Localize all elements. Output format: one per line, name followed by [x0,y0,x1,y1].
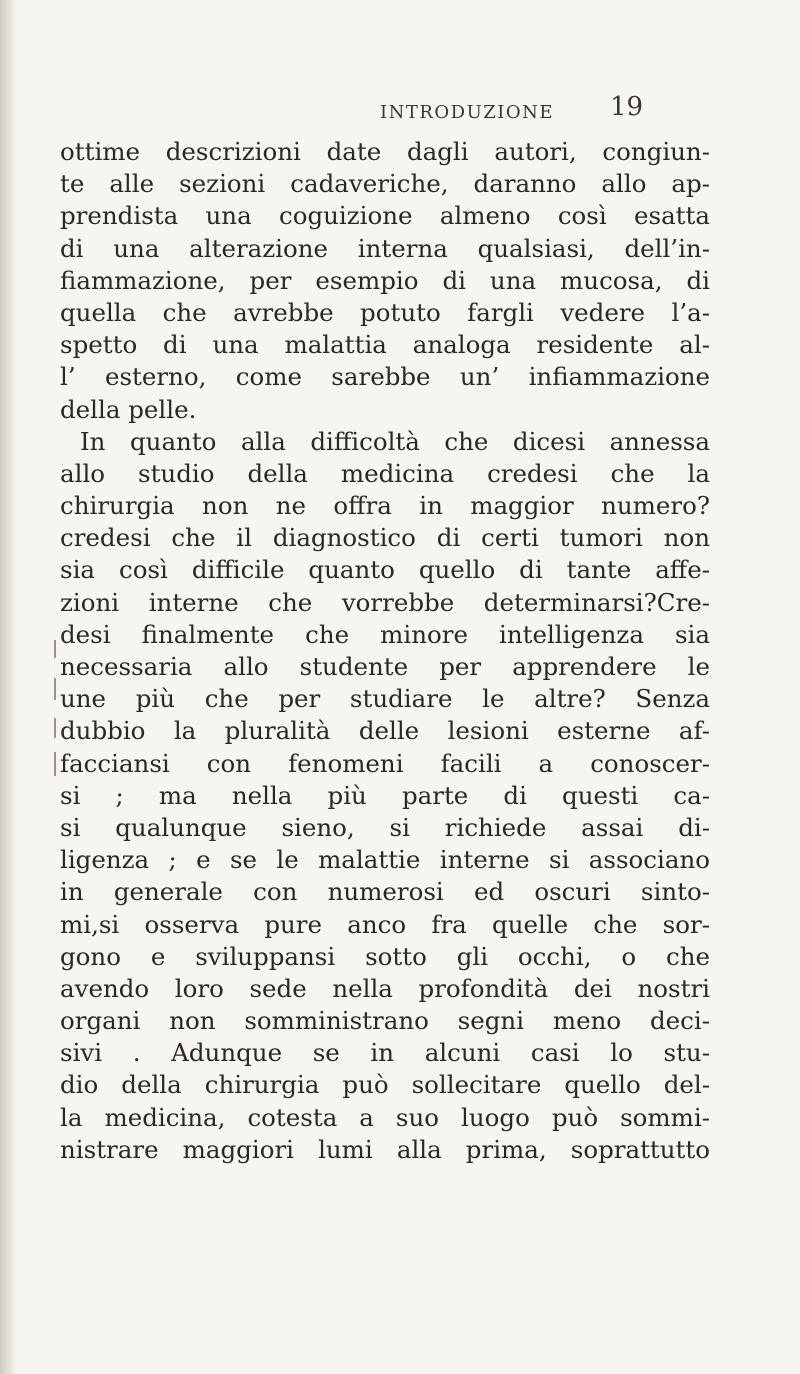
text-line: fiammazione, per esempio di una mucosa, di [60,265,710,295]
text-line: sia così difficile quanto quello di tante affe- [60,555,710,585]
text-line: organi non somministrano segni meno deci- [60,1006,710,1036]
text-line: ottime descrizioni date dagli autori, congiun- [60,137,710,166]
running-head: INTRODUZIONE [380,102,555,123]
text-line: la medicina, cotesta a suo luogo può sommi- [60,1102,710,1132]
text-line: prendista una coguizione almeno così esatta [60,201,710,231]
text-line: sivi . Adunque se in alcuni casi lo stu- [60,1038,710,1068]
text-line: mi,si osserva pure anco fra quelle che sor- [60,909,710,939]
text-line: avendo loro sede nella profondità dei nostri [60,973,710,1003]
text-line: credesi che il diagnostico di certi tumori non [60,523,710,553]
text-line: in generale con numerosi ed oscuri sinto- [60,877,710,907]
text-line: necessaria allo studente per apprendere le [60,652,710,681]
text-line: l’ esterno, come sarebbe un’ infiammazione [60,362,710,392]
text-line: di una alterazione interna qualsiasi, dell’in- [60,233,710,263]
text-line: une più che per studiare le altre? Senza [60,684,710,714]
text-line: desi finalmente che minore intelligenza sia [60,619,710,649]
text-line: facciansi con fenomeni facili a conoscer- [60,748,710,778]
text-line: gono e sviluppansi sotto gli occhi, o che [60,941,710,971]
text-line: spetto di una malattia analoga residente al- [60,330,710,360]
text-line: si qualunque sieno, si richiede assai di- [60,812,710,842]
text-line: chirurgia non ne offra in maggior numero? [60,491,710,521]
text-line: nistrare maggiori lumi alla prima, soprattutto [60,1134,710,1164]
paragraph-start-line: In quanto alla difficoltà che dicesi annessa [80,426,710,456]
text-line: ligenza ; e se le malattie interne si associano [60,845,710,875]
body-text [60,136,710,1166]
text-line: te alle sezioni cadaveriche, daranno allo ap- [60,169,710,199]
text-line: dubbio la pluralità delle lesioni esterne af- [60,716,710,746]
text-line: dio della chirurgia può sollecitare quello del- [60,1070,710,1100]
text-line: zioni interne che vorrebbe determinarsi?Cre- [60,587,710,617]
text-line: si ; ma nella più parte di questi ca- [60,780,710,810]
text-line: quella che avrebbe potuto fargli vedere l’a- [60,297,710,327]
paragraph-end-line: della pelle. [60,394,197,424]
text-line: allo studio della medicina credesi che la [60,458,710,488]
page-number: 19 [610,92,644,122]
page-binding-edge [0,0,16,1374]
page-header [0,86,800,126]
